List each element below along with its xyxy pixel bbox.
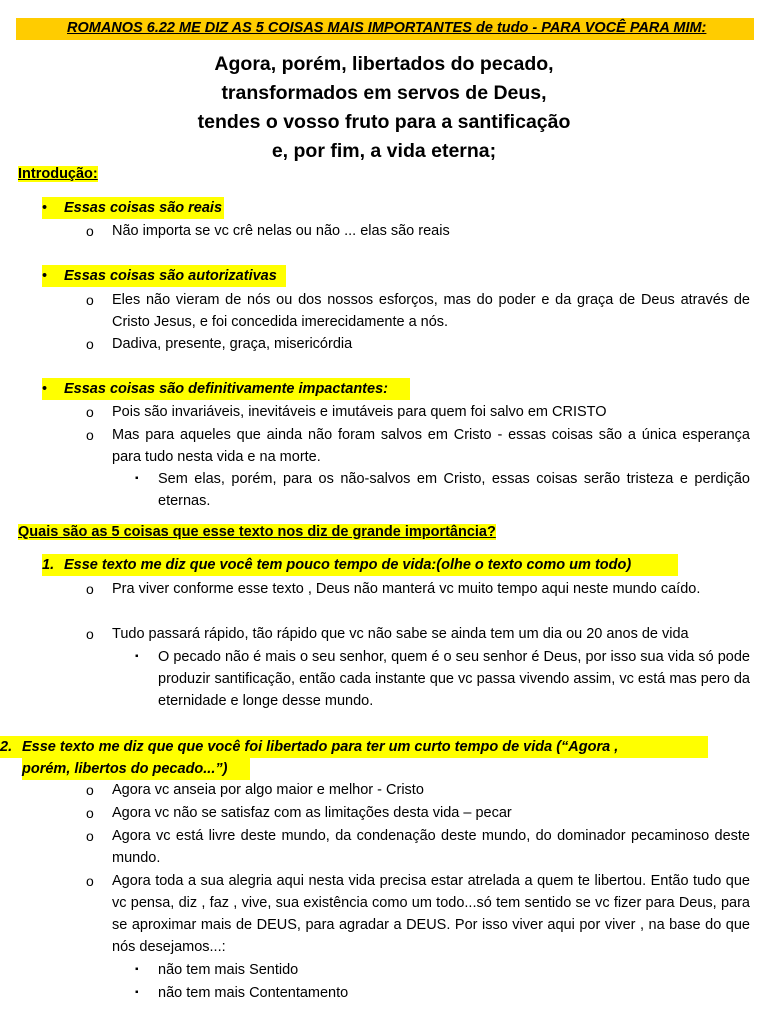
bullet-icon: • — [42, 200, 48, 216]
item-title: porém, libertos do pecado...”) — [22, 761, 228, 777]
list-text: não tem mais Sentido — [158, 962, 299, 978]
list-item — [42, 197, 224, 219]
list-item — [42, 265, 286, 287]
circle-bullet-icon: o — [86, 223, 94, 239]
list-text: Pra viver conforme esse texto , Deus não manterá vc muito tempo aqui neste mundo caído. — [112, 581, 701, 597]
title-banner — [16, 18, 754, 40]
circle-bullet-icon: o — [86, 336, 94, 352]
verse-line: Agora, porém, libertados do pecado, — [214, 53, 554, 75]
item-title: Esse texto me diz que você tem pouco tempo de vida:(olhe o texto como um todo) — [64, 557, 632, 573]
item-title: Esse texto me diz que que você foi libertado para ter um curto tempo de vida (“Agora , — [22, 739, 619, 755]
circle-bullet-icon: o — [86, 292, 94, 308]
verse-line: tendes o vosso fruto para a santificação — [197, 111, 571, 133]
list-text: Dadiva, presente, graça, misericórdia — [112, 336, 353, 352]
list-text: Não importa se vc crê nelas ou não ... elas são reais — [112, 223, 450, 239]
square-bullet-icon: ▪ — [135, 651, 139, 662]
circle-bullet-icon: o — [86, 805, 94, 821]
list-text: Mas para aqueles que ainda não foram salvos em Cristo - essas coisas são a única esperança para tudo nesta vida e na morte. — [112, 427, 750, 465]
list-item — [42, 378, 410, 400]
list-text: Tudo passará rápido, tão rápido que vc não sabe se ainda tem um dia ou 20 anos de vida — [112, 626, 689, 642]
question-heading: Quais são as 5 coisas que esse texto nos diz de grande importância? — [18, 524, 496, 540]
verse-line: e, por fim, a vida eterna; — [271, 140, 497, 162]
square-bullet-icon: ▪ — [135, 987, 139, 998]
banner-title: ROMANOS 6.22 ME DIZ AS 5 COISAS MAIS IMPORTANTES de tudo - PARA VOCÊ PARA MIM: — [67, 20, 707, 36]
list-text: Eles não vieram de nós ou dos nossos esforços, mas do poder e da graça de Deus através de Cristo Jesus, e foi concedida imerecidamente a nós. — [112, 292, 750, 330]
list-text: Sem elas, porém, para os não-salvos em Cristo, essas coisas serão tristeza e perdição eternas. — [158, 471, 750, 509]
list-text: não tem mais Contentamento — [158, 985, 349, 1001]
bullet-text: Essas coisas são reais — [64, 200, 223, 216]
circle-bullet-icon: o — [86, 873, 94, 889]
circle-bullet-icon: o — [86, 581, 94, 597]
verse-block — [0, 50, 768, 166]
circle-bullet-icon: o — [86, 782, 94, 798]
intro-heading: Introdução: — [18, 166, 98, 182]
list-text: Agora vc anseia por algo maior e melhor - Cristo — [112, 782, 424, 798]
square-bullet-icon: ▪ — [135, 964, 139, 975]
circle-bullet-icon: o — [86, 427, 94, 443]
bullet-icon: • — [42, 268, 48, 284]
list-text: Agora toda a sua alegria aqui nesta vida precisa estar atrelada a quem te libertou. Então tudo que vc pensa, diz , faz , vive, sua existência como um todo...só tem sentido se vc fizer para Deus, para se aproximar mais de DEUS, para agradar a DEUS. Por isso viver aqui por viver , na base do que nós desejamos...: — [112, 873, 750, 955]
list-text: Pois são invariáveis, inevitáveis e imutáveis para quem foi salvo em CRISTO — [112, 404, 607, 420]
square-bullet-icon: ▪ — [135, 473, 139, 484]
bullet-text: Essas coisas são autorizativas — [64, 268, 277, 284]
circle-bullet-icon: o — [86, 404, 94, 420]
circle-bullet-icon: o — [86, 828, 94, 844]
bullet-icon: • — [42, 381, 48, 397]
list-text: Agora vc não se satisfaz com as limitações desta vida – pecar — [112, 805, 512, 821]
item-number: 1. — [42, 557, 55, 573]
item-number: 2. — [0, 739, 13, 755]
verse-line: transformados em servos de Deus, — [221, 82, 547, 104]
circle-bullet-icon: o — [86, 626, 94, 642]
list-text: Agora vc está livre deste mundo, da condenação deste mundo, do dominador pecaminoso deste mundo. — [112, 828, 750, 866]
numbered-item — [42, 554, 678, 576]
list-text: O pecado não é mais o seu senhor, quem é o seu senhor é Deus, por isso sua vida só pode produzir santificação, então cada instante que vc passa vivendo assim, vc está mas pero da eternidade e longe desse mundo. — [158, 649, 750, 709]
bullet-text: Essas coisas são definitivamente impactantes: — [64, 381, 388, 397]
